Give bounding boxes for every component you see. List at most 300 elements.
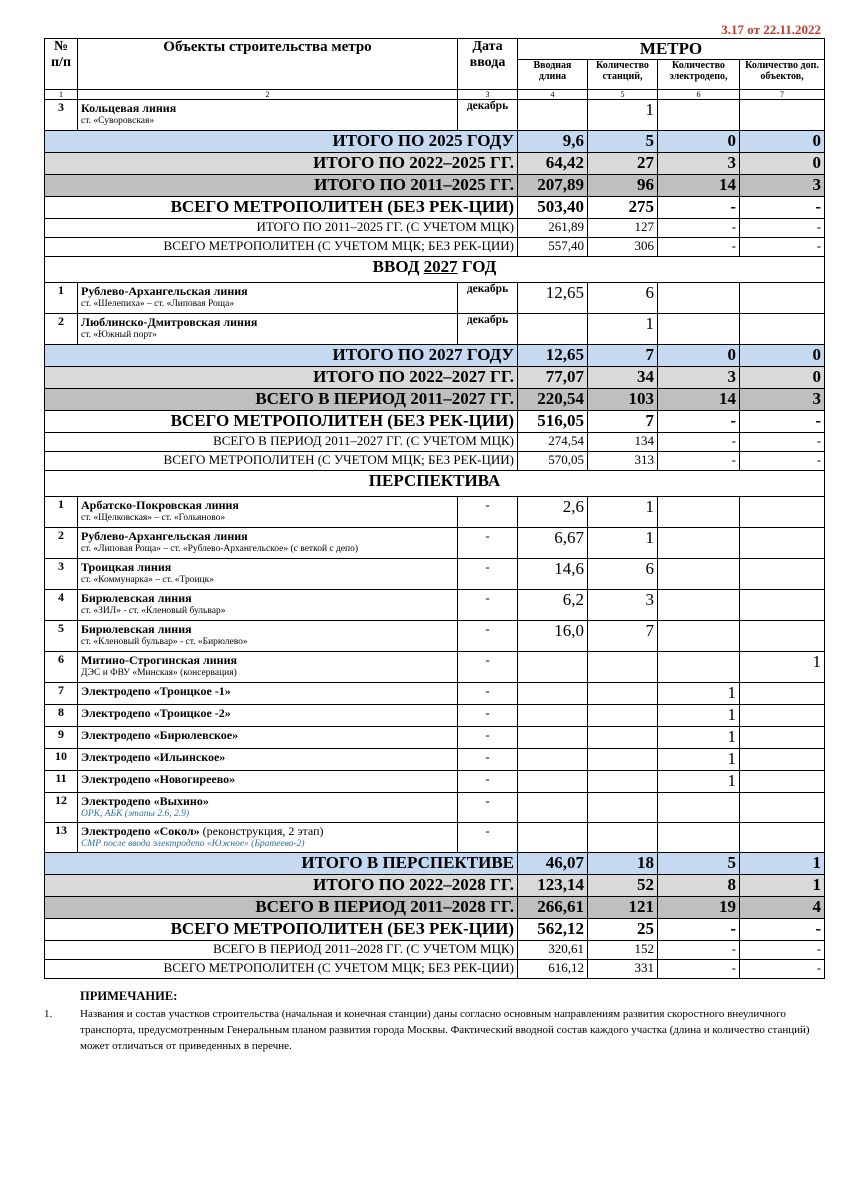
total-value: - <box>658 941 740 960</box>
object-cell <box>78 528 458 559</box>
value-st: 6 <box>588 283 658 314</box>
total-label: ВСЕГО В ПЕРИОД 2011–2028 ГГ. <box>45 897 518 919</box>
object-cell <box>78 683 458 705</box>
value-depo <box>658 652 740 683</box>
value-dop <box>740 705 825 727</box>
value-len <box>518 683 588 705</box>
total-row <box>45 219 825 238</box>
total-value: 306 <box>588 238 658 257</box>
total-label: ВСЕГО В ПЕРИОД 2011–2028 ГГ. (С УЧЕТОМ МЦК) <box>45 941 518 960</box>
value-st <box>588 749 658 771</box>
value-dop <box>740 793 825 823</box>
object-name-text: Люблинско-Дмитровская линия <box>81 315 258 329</box>
object-name <box>81 283 454 298</box>
total-row <box>45 153 825 175</box>
value-depo <box>658 823 740 853</box>
object-name <box>81 497 454 512</box>
value-len <box>518 100 588 131</box>
object-row <box>45 771 825 793</box>
total-row <box>45 433 825 452</box>
object-stations: ст. «ЗИЛ» - ст. «Кленовый бульвар» <box>81 606 226 616</box>
total-row <box>45 411 825 433</box>
value-dop <box>740 314 825 345</box>
value-len <box>518 314 588 345</box>
section-row <box>45 471 825 497</box>
value-depo: 1 <box>658 749 740 771</box>
object-name <box>81 590 454 605</box>
object-stations: ст. «Кленовый бульвар» - ст. «Бирюлево» <box>81 637 248 647</box>
commission-date: - <box>458 793 518 823</box>
header-stations: Количество станций, <box>588 60 658 90</box>
total-label: ВСЕГО МЕТРОПОЛИТЕН (БЕЗ РЕК-ЦИИ) <box>45 919 518 941</box>
value-st <box>588 705 658 727</box>
object-row <box>45 528 825 559</box>
header-object: Объекты строительства метро <box>78 39 458 90</box>
commission-date: - <box>458 823 518 853</box>
total-value: 266,61 <box>518 897 588 919</box>
total-row <box>45 131 825 153</box>
object-stations: ст. «Шелепиха» – ст. «Липовая Роща» <box>81 299 235 309</box>
object-name <box>81 652 454 667</box>
section-title <box>45 257 825 283</box>
commission-date: - <box>458 528 518 559</box>
value-len <box>518 823 588 853</box>
total-row <box>45 367 825 389</box>
total-value: - <box>658 960 740 979</box>
total-value: 562,12 <box>518 919 588 941</box>
total-value: 14 <box>658 389 740 411</box>
total-value: - <box>740 941 825 960</box>
object-row <box>45 727 825 749</box>
total-value: - <box>658 919 740 941</box>
value-dop <box>740 528 825 559</box>
note-number: 1. <box>44 1008 53 1020</box>
value-len: 6,67 <box>518 528 588 559</box>
total-value: 3 <box>658 153 740 175</box>
value-depo <box>658 590 740 621</box>
commission-date: декабрь <box>458 314 518 345</box>
notes-title: ПРИМЕЧАНИЕ: <box>80 989 178 1003</box>
section-title-post: ГОД <box>457 257 497 276</box>
object-name-text: Рублево-Архангельская линия <box>81 284 248 298</box>
value-depo <box>658 100 740 131</box>
object-name-text: Электродепо «Троицкое -2» <box>81 706 231 720</box>
total-value: 7 <box>588 411 658 433</box>
value-depo <box>658 621 740 652</box>
header-metro: МЕТРО <box>518 39 825 60</box>
header-length: Вводная длина <box>518 60 588 90</box>
note-item <box>44 1006 829 1054</box>
total-value: 12,65 <box>518 345 588 367</box>
header-depots: Количество электродепо, <box>658 60 740 90</box>
object-cell <box>78 823 458 853</box>
value-len: 12,65 <box>518 283 588 314</box>
total-value: 3 <box>658 367 740 389</box>
object-cell <box>78 749 458 771</box>
object-name <box>81 705 454 720</box>
row-number: 7 <box>45 683 78 705</box>
total-value: - <box>658 238 740 257</box>
total-label: ВСЕГО МЕТРОПОЛИТЕН (С УЧЕТОМ МЦК; БЕЗ РЕК-ЦИИ) <box>45 238 518 257</box>
object-row <box>45 749 825 771</box>
object-name <box>81 793 454 808</box>
object-stations: ст. «Южный порт» <box>81 330 157 340</box>
value-depo <box>658 528 740 559</box>
object-name <box>81 100 454 115</box>
total-value: 19 <box>658 897 740 919</box>
total-value: 275 <box>588 197 658 219</box>
row-number: 9 <box>45 727 78 749</box>
total-label: ИТОГО ПО 2011–2025 ГГ. <box>45 175 518 197</box>
total-value: 616,12 <box>518 960 588 979</box>
total-value: 0 <box>740 345 825 367</box>
total-label: ВСЕГО МЕТРОПОЛИТЕН (БЕЗ РЕК-ЦИИ) <box>45 411 518 433</box>
section-title <box>45 471 825 497</box>
total-value: 5 <box>658 853 740 875</box>
value-st <box>588 793 658 823</box>
row-number: 3 <box>45 559 78 590</box>
object-row <box>45 314 825 345</box>
total-value: 27 <box>588 153 658 175</box>
total-label: ВСЕГО МЕТРОПОЛИТЕН (С УЧЕТОМ МЦК; БЕЗ РЕК-ЦИИ) <box>45 960 518 979</box>
total-value: 25 <box>588 919 658 941</box>
value-st: 6 <box>588 559 658 590</box>
total-value: 123,14 <box>518 875 588 897</box>
total-value: 516,05 <box>518 411 588 433</box>
object-name-text: Электродепо «Бирюлевское» <box>81 728 239 742</box>
row-number: 1 <box>45 497 78 528</box>
object-cell <box>78 652 458 683</box>
total-value: 261,89 <box>518 219 588 238</box>
object-name-text: Электродепо «Сокол» <box>81 824 200 838</box>
total-value: 331 <box>588 960 658 979</box>
object-name-text: Бирюлевская линия <box>81 591 192 605</box>
total-label: ИТОГО ПО 2025 ГОДУ <box>45 131 518 153</box>
total-value: - <box>658 411 740 433</box>
commission-date: - <box>458 621 518 652</box>
row-number: 2 <box>45 528 78 559</box>
object-name <box>81 823 454 838</box>
object-cell <box>78 727 458 749</box>
object-name-text: Бирюлевская линия <box>81 622 192 636</box>
total-value: 52 <box>588 875 658 897</box>
total-value: 0 <box>740 131 825 153</box>
notes <box>44 988 829 1054</box>
total-value: - <box>740 411 825 433</box>
object-stations: ст. «Липовая Роща» – ст. «Рублево-Архангельское» (с веткой с депо) <box>81 544 359 554</box>
commission-date: - <box>458 749 518 771</box>
total-value: 64,42 <box>518 153 588 175</box>
note-text: Названия и состав участков строительства (начальная и конечная станции) даны согласно основным направлениям развития скоростного внеуличного транспорта, предусмотренным Генеральным планом развития города Москвы. Фактический вводной состав каждого участка (длина и количество станций) может отличаться от приведенных в перечне. <box>80 1008 810 1052</box>
total-row <box>45 941 825 960</box>
object-row <box>45 100 825 131</box>
total-value: 274,54 <box>518 433 588 452</box>
total-value: 0 <box>740 153 825 175</box>
row-number: 12 <box>45 793 78 823</box>
commission-date: - <box>458 727 518 749</box>
column-index: 7 <box>740 90 825 100</box>
total-value: - <box>658 197 740 219</box>
value-st <box>588 683 658 705</box>
object-cell <box>78 100 458 131</box>
object-cell <box>78 793 458 823</box>
object-row <box>45 683 825 705</box>
total-value: 0 <box>740 367 825 389</box>
value-st: 1 <box>588 100 658 131</box>
commission-date: - <box>458 497 518 528</box>
object-row <box>45 652 825 683</box>
total-value: - <box>658 219 740 238</box>
total-value: 557,40 <box>518 238 588 257</box>
total-row <box>45 853 825 875</box>
total-value: 1 <box>740 853 825 875</box>
row-number: 4 <box>45 590 78 621</box>
section-title-year: 2027 <box>423 257 458 276</box>
value-st: 3 <box>588 590 658 621</box>
commission-date: - <box>458 590 518 621</box>
total-value: 103 <box>588 389 658 411</box>
total-value: - <box>658 452 740 471</box>
object-name <box>81 683 454 698</box>
object-note: ОРК, АБК (этапы 2.6, 2.9) <box>81 809 189 819</box>
row-number: 13 <box>45 823 78 853</box>
value-st: 1 <box>588 528 658 559</box>
total-value: 503,40 <box>518 197 588 219</box>
column-index: 1 <box>45 90 78 100</box>
total-value: 4 <box>740 897 825 919</box>
object-cell <box>78 559 458 590</box>
object-stations: ст. «Коммунарка» – ст. «Троицк» <box>81 575 214 585</box>
header-num: № п/п <box>45 39 78 90</box>
value-dop <box>740 621 825 652</box>
value-len <box>518 771 588 793</box>
object-row <box>45 823 825 853</box>
total-value: 121 <box>588 897 658 919</box>
row-number: 1 <box>45 283 78 314</box>
total-value: 570,05 <box>518 452 588 471</box>
total-value: - <box>740 433 825 452</box>
total-label: ИТОГО ПО 2011–2025 ГГ. (С УЧЕТОМ МЦК) <box>45 219 518 238</box>
header-extra: Количество доп. объектов, <box>740 60 825 90</box>
total-value: 3 <box>740 389 825 411</box>
object-cell <box>78 621 458 652</box>
value-depo: 1 <box>658 705 740 727</box>
value-depo <box>658 793 740 823</box>
object-name-text: Электродепо «Новогиреево» <box>81 772 236 786</box>
total-label: ВСЕГО В ПЕРИОД 2011–2027 ГГ. <box>45 389 518 411</box>
column-index: 5 <box>588 90 658 100</box>
value-len: 2,6 <box>518 497 588 528</box>
value-len <box>518 793 588 823</box>
object-row <box>45 559 825 590</box>
object-stations: ст. «Суворовская» <box>81 116 155 126</box>
value-st <box>588 727 658 749</box>
object-cell <box>78 705 458 727</box>
value-len: 14,6 <box>518 559 588 590</box>
value-st <box>588 652 658 683</box>
total-value: - <box>740 919 825 941</box>
object-row <box>45 590 825 621</box>
object-name <box>81 771 454 786</box>
object-row <box>45 497 825 528</box>
value-dop <box>740 590 825 621</box>
total-value: 134 <box>588 433 658 452</box>
total-label: ВСЕГО МЕТРОПОЛИТЕН (БЕЗ РЕК-ЦИИ) <box>45 197 518 219</box>
object-name-text: Кольцевая линия <box>81 101 177 115</box>
total-label: ИТОГО ПО 2027 ГОДУ <box>45 345 518 367</box>
object-name <box>81 314 454 329</box>
column-index: 4 <box>518 90 588 100</box>
value-dop <box>740 727 825 749</box>
value-st: 1 <box>588 314 658 345</box>
row-number: 11 <box>45 771 78 793</box>
total-row <box>45 389 825 411</box>
value-st <box>588 823 658 853</box>
object-name-text: Электродепо «Ильинское» <box>81 750 226 764</box>
total-value: - <box>740 197 825 219</box>
total-value: 0 <box>658 131 740 153</box>
column-index: 3 <box>458 90 518 100</box>
total-row <box>45 960 825 979</box>
value-depo <box>658 314 740 345</box>
total-value: 96 <box>588 175 658 197</box>
commission-date: - <box>458 771 518 793</box>
total-value: - <box>740 960 825 979</box>
value-depo <box>658 559 740 590</box>
total-value: 34 <box>588 367 658 389</box>
object-cell <box>78 283 458 314</box>
value-st: 7 <box>588 621 658 652</box>
object-name-text: Электродепо «Троицкое -1» <box>81 684 231 698</box>
total-row <box>45 175 825 197</box>
row-number: 2 <box>45 314 78 345</box>
header-date: Дата ввода <box>458 39 518 90</box>
value-depo: 1 <box>658 771 740 793</box>
total-row <box>45 452 825 471</box>
value-dop <box>740 823 825 853</box>
section-row <box>45 257 825 283</box>
value-len <box>518 705 588 727</box>
object-row <box>45 621 825 652</box>
value-dop <box>740 283 825 314</box>
total-value: 313 <box>588 452 658 471</box>
total-row <box>45 197 825 219</box>
object-cell <box>78 590 458 621</box>
total-row <box>45 238 825 257</box>
commission-date: декабрь <box>458 283 518 314</box>
object-cell <box>78 771 458 793</box>
object-name <box>81 727 454 742</box>
value-len: 6,2 <box>518 590 588 621</box>
object-name <box>81 749 454 764</box>
object-cell <box>78 314 458 345</box>
value-dop <box>740 771 825 793</box>
total-value: - <box>658 433 740 452</box>
document-stamp: 3.17 от 22.11.2022 <box>721 22 821 37</box>
commission-date: - <box>458 652 518 683</box>
object-name <box>81 559 454 574</box>
total-value: 1 <box>740 875 825 897</box>
value-dop: 1 <box>740 652 825 683</box>
value-depo: 1 <box>658 727 740 749</box>
object-name <box>81 528 454 543</box>
object-note: СМР после ввода электродепо «Южное» (Братеево-2) <box>81 839 305 849</box>
row-number: 3 <box>45 100 78 131</box>
total-row <box>45 875 825 897</box>
total-label: ИТОГО ПО 2022–2025 ГГ. <box>45 153 518 175</box>
value-depo <box>658 497 740 528</box>
value-dop <box>740 100 825 131</box>
total-value: 127 <box>588 219 658 238</box>
total-value: 220,54 <box>518 389 588 411</box>
value-len <box>518 652 588 683</box>
row-number: 6 <box>45 652 78 683</box>
value-depo <box>658 283 740 314</box>
section-title-text: ПЕРСПЕКТИВА <box>368 471 501 490</box>
commission-date: - <box>458 559 518 590</box>
total-row <box>45 345 825 367</box>
value-st: 1 <box>588 497 658 528</box>
object-name-text: Троицкая линия <box>81 560 172 574</box>
total-value: 18 <box>588 853 658 875</box>
total-label: ВСЕГО В ПЕРИОД 2011–2027 ГГ. (С УЧЕТОМ МЦК) <box>45 433 518 452</box>
total-value: 3 <box>740 175 825 197</box>
total-value: 46,07 <box>518 853 588 875</box>
object-name-text: Электродепо «Выхино» <box>81 794 209 808</box>
object-name-text: Митино-Строгинская линия <box>81 653 237 667</box>
column-index: 6 <box>658 90 740 100</box>
column-index: 2 <box>78 90 458 100</box>
metro-construction-table <box>44 38 825 979</box>
object-stations: ст. «Щелковская» – ст. «Гольяново» <box>81 513 226 523</box>
object-cell <box>78 497 458 528</box>
object-stations: ДЭС и ФВУ «Минская» (консервация) <box>81 668 237 678</box>
row-number: 10 <box>45 749 78 771</box>
total-label: ВСЕГО МЕТРОПОЛИТЕН (С УЧЕТОМ МЦК; БЕЗ РЕК-ЦИИ) <box>45 452 518 471</box>
value-len <box>518 749 588 771</box>
total-value: 14 <box>658 175 740 197</box>
total-value: 9,6 <box>518 131 588 153</box>
object-row <box>45 793 825 823</box>
value-dop <box>740 683 825 705</box>
value-dop <box>740 559 825 590</box>
object-row <box>45 283 825 314</box>
commission-date: декабрь <box>458 100 518 131</box>
value-depo: 1 <box>658 683 740 705</box>
total-value: - <box>740 452 825 471</box>
total-value: 0 <box>658 345 740 367</box>
value-len <box>518 727 588 749</box>
value-dop <box>740 497 825 528</box>
total-value: 5 <box>588 131 658 153</box>
row-number: 5 <box>45 621 78 652</box>
value-dop <box>740 749 825 771</box>
total-value: 7 <box>588 345 658 367</box>
total-value: 320,61 <box>518 941 588 960</box>
section-title-pre: ВВОД <box>372 257 424 276</box>
object-name <box>81 621 454 636</box>
total-value: 152 <box>588 941 658 960</box>
total-value: 8 <box>658 875 740 897</box>
row-number: 8 <box>45 705 78 727</box>
total-row <box>45 919 825 941</box>
total-row <box>45 897 825 919</box>
object-name-text: Рублево-Архангельская линия <box>81 529 248 543</box>
object-name-text: Арбатско-Покровская линия <box>81 498 239 512</box>
commission-date: - <box>458 705 518 727</box>
object-row <box>45 705 825 727</box>
total-value: - <box>740 238 825 257</box>
